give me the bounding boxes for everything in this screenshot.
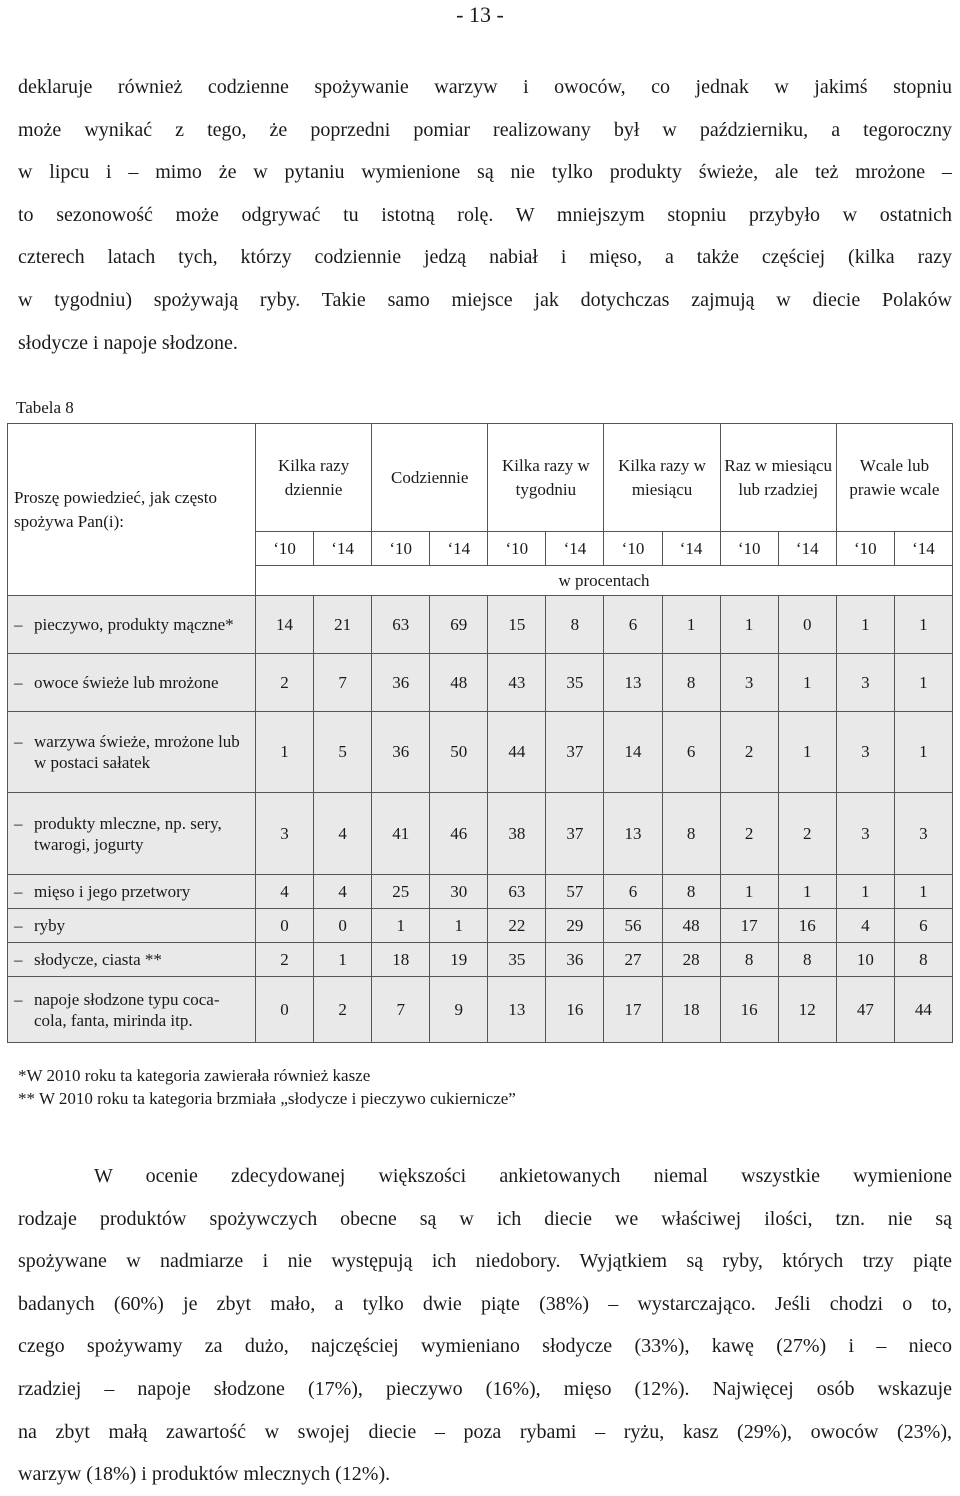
value-cell: 1	[894, 712, 952, 793]
value-cell: 38	[488, 793, 546, 875]
value-cell: 4	[314, 875, 372, 909]
value-cell: 18	[662, 977, 720, 1043]
row-label-cell	[8, 712, 256, 793]
row-label: słodycze, ciasta **	[34, 950, 162, 969]
value-cell: 63	[488, 875, 546, 909]
row-label: mięso i jego przetwory	[34, 882, 191, 901]
value-cell: 1	[894, 596, 952, 654]
paragraph-intro	[18, 66, 952, 364]
table-row	[8, 596, 953, 654]
value-cell: 13	[488, 977, 546, 1043]
footnote: *W 2010 roku ta kategoria zawierała również kasze	[18, 1066, 371, 1085]
value-cell: 3	[836, 712, 894, 793]
text-line: badanych (60%) je zbyt mało, a tylko dwie piąte (38%) – wystarczająco. Jeśli chodzi o to,	[18, 1292, 952, 1315]
row-label-cell	[8, 793, 256, 875]
text-line: W ocenie zdecydowanej większości ankietowanych niemal wszystkie wymienione	[94, 1165, 952, 1187]
row-label: owoce świeże lub mrożone	[34, 673, 219, 692]
year-header: ‘10	[836, 532, 894, 566]
text-line: czego spożywamy za dużo, najczęściej wymieniano słodycze (33%), kawę (27%) i – nieco	[18, 1335, 952, 1358]
dash-marker: –	[14, 732, 23, 751]
text-line: deklaruje również codzienne spożywanie warzyw i owoców, co jednak w jakimś stopniu	[18, 76, 952, 98]
value-cell: 69	[430, 596, 488, 654]
row-label-cell	[8, 875, 256, 909]
value-cell: 2	[314, 977, 372, 1043]
value-cell: 14	[256, 596, 314, 654]
value-cell: 35	[488, 943, 546, 977]
text-line: spożywane w nadmiarze i nie występują ich niedobory. Wyjątkiem są ryby, których trzy piąte	[18, 1250, 952, 1273]
row-label-cell	[8, 943, 256, 977]
value-cell: 47	[836, 977, 894, 1043]
value-cell: 44	[894, 977, 952, 1043]
year-header: ‘14	[546, 532, 604, 566]
value-cell: 1	[836, 596, 894, 654]
year-header: ‘14	[314, 532, 372, 566]
row-label: warzywa świeże, mrożone lub w postaci sałatek	[34, 732, 240, 772]
dash-marker: –	[14, 989, 23, 1009]
value-cell: 3	[256, 793, 314, 875]
table-row	[8, 943, 953, 977]
value-cell: 36	[546, 943, 604, 977]
value-cell: 6	[604, 875, 662, 909]
value-cell: 7	[314, 654, 372, 712]
value-cell: 2	[256, 654, 314, 712]
text-line: w lipcu i – mimo że w pytaniu wymienione są nie tylko produkty świeże, ale też mrożone –	[18, 161, 952, 184]
value-cell: 0	[256, 909, 314, 943]
value-cell: 1	[894, 875, 952, 909]
table-prompt: Proszę powiedzieć, jak często spożywa Pan(i):	[8, 424, 256, 596]
value-cell: 1	[372, 909, 430, 943]
value-cell: 36	[372, 712, 430, 793]
column-header: Codziennie	[372, 424, 488, 532]
text-line: w tygodniu) spożywają ryby. Takie samo miejsce jak dotychczas zajmują w diecie Polaków	[18, 288, 952, 311]
value-cell: 1	[430, 909, 488, 943]
value-cell: 9	[430, 977, 488, 1043]
value-cell: 50	[430, 712, 488, 793]
year-header: ‘10	[256, 532, 314, 566]
row-label-cell	[8, 909, 256, 943]
value-cell: 4	[836, 909, 894, 943]
value-cell: 14	[604, 712, 662, 793]
column-header: Raz w miesiącu lub rzadziej	[720, 424, 836, 532]
value-cell: 16	[778, 909, 836, 943]
year-header: ‘14	[430, 532, 488, 566]
value-cell: 8	[662, 875, 720, 909]
row-label-cell	[8, 596, 256, 654]
value-cell: 1	[778, 654, 836, 712]
year-header: ‘10	[720, 532, 778, 566]
value-cell: 48	[662, 909, 720, 943]
value-cell: 43	[488, 654, 546, 712]
year-header: ‘10	[372, 532, 430, 566]
dash-marker: –	[14, 813, 23, 833]
value-cell: 1	[778, 712, 836, 793]
value-cell: 56	[604, 909, 662, 943]
year-header: ‘10	[604, 532, 662, 566]
value-cell: 37	[546, 712, 604, 793]
value-cell: 1	[720, 596, 778, 654]
value-cell: 12	[778, 977, 836, 1043]
unit-label: w procentach	[256, 566, 953, 596]
dash-marker: –	[14, 882, 23, 901]
value-cell: 0	[256, 977, 314, 1043]
value-cell: 8	[546, 596, 604, 654]
value-cell: 29	[546, 909, 604, 943]
column-header: Kilka razy w tygodniu	[488, 424, 604, 532]
row-label-cell	[8, 977, 256, 1043]
text-line: może wynikać z tego, że poprzedni pomiar realizowany był w październiku, a tegoroczny	[18, 118, 952, 141]
value-cell: 1	[836, 875, 894, 909]
value-cell: 57	[546, 875, 604, 909]
text-line: to sezonowość może odgrywać tu istotną rolę. W mniejszym stopniu przybyło w ostatnich	[18, 203, 952, 226]
value-cell: 15	[488, 596, 546, 654]
table-row	[8, 712, 953, 793]
year-header: ‘14	[894, 532, 952, 566]
value-cell: 30	[430, 875, 488, 909]
table-row	[8, 977, 953, 1043]
year-header: ‘14	[778, 532, 836, 566]
value-cell: 3	[894, 793, 952, 875]
value-cell: 8	[720, 943, 778, 977]
value-cell: 2	[720, 712, 778, 793]
text-line: na zbyt małą zawartość w swojej diecie – poza rybami – ryżu, kasz (29%), owoców (23%),	[18, 1420, 952, 1443]
text-line: czterech latach tych, którzy codziennie jedzą nabiał i mięso, a także częściej (kilka razy	[18, 246, 952, 269]
value-cell: 25	[372, 875, 430, 909]
text-line: słodycze i napoje słodzone.	[18, 331, 238, 354]
value-cell: 1	[894, 654, 952, 712]
dash-marker: –	[14, 916, 23, 935]
value-cell: 16	[546, 977, 604, 1043]
dash-marker: –	[14, 615, 23, 634]
table-caption: Tabela 8	[16, 398, 74, 417]
row-label: napoje słodzone typu coca-cola, fanta, mirinda itp.	[34, 989, 220, 1030]
value-cell: 1	[662, 596, 720, 654]
value-cell: 1	[778, 875, 836, 909]
value-cell: 8	[662, 654, 720, 712]
value-cell: 0	[314, 909, 372, 943]
table-row	[8, 793, 953, 875]
value-cell: 37	[546, 793, 604, 875]
survey-table	[7, 423, 953, 1043]
value-cell: 18	[372, 943, 430, 977]
value-cell: 46	[430, 793, 488, 875]
value-cell: 4	[256, 875, 314, 909]
dash-marker: –	[14, 673, 23, 692]
value-cell: 8	[894, 943, 952, 977]
footnote: ** W 2010 roku ta kategoria brzmiała „słodycze i pieczywo cukiernicze”	[18, 1089, 516, 1108]
row-label: ryby	[34, 916, 66, 935]
value-cell: 2	[778, 793, 836, 875]
value-cell: 3	[836, 793, 894, 875]
value-cell: 41	[372, 793, 430, 875]
value-cell: 1	[256, 712, 314, 793]
value-cell: 22	[488, 909, 546, 943]
value-cell: 8	[778, 943, 836, 977]
text-line: rzadziej – napoje słodzone (17%), pieczywo (16%), mięso (12%). Najwięcej osób wskazuje	[18, 1377, 952, 1400]
table-row	[8, 875, 953, 909]
value-cell: 3	[720, 654, 778, 712]
value-cell: 6	[894, 909, 952, 943]
column-header: Kilka razy dziennie	[256, 424, 372, 532]
value-cell: 6	[662, 712, 720, 793]
table-row	[8, 909, 953, 943]
value-cell: 17	[720, 909, 778, 943]
row-label-cell	[8, 654, 256, 712]
year-header: ‘10	[488, 532, 546, 566]
value-cell: 28	[662, 943, 720, 977]
table-row	[8, 654, 953, 712]
value-cell: 63	[372, 596, 430, 654]
dash-marker: –	[14, 950, 23, 969]
value-cell: 13	[604, 793, 662, 875]
value-cell: 8	[662, 793, 720, 875]
value-cell: 2	[256, 943, 314, 977]
value-cell: 7	[372, 977, 430, 1043]
text-line: rodzaje produktów spożywczych obecne są w ich diecie we właściwej ilości, tzn. nie są	[18, 1207, 952, 1230]
value-cell: 44	[488, 712, 546, 793]
value-cell: 16	[720, 977, 778, 1043]
text-line: warzyw (18%) i produktów mlecznych (12%).	[18, 1463, 391, 1486]
column-header: Kilka razy w miesiącu	[604, 424, 720, 532]
value-cell: 13	[604, 654, 662, 712]
year-header: ‘14	[662, 532, 720, 566]
value-cell: 36	[372, 654, 430, 712]
value-cell: 10	[836, 943, 894, 977]
row-label: pieczywo, produkty mączne*	[34, 615, 234, 634]
value-cell: 35	[546, 654, 604, 712]
value-cell: 17	[604, 977, 662, 1043]
page-number: - 13 -	[456, 2, 504, 27]
row-label: produkty mleczne, np. sery, twarogi, jogurty	[34, 813, 222, 854]
value-cell: 0	[778, 596, 836, 654]
value-cell: 2	[720, 793, 778, 875]
paragraph-summary	[18, 1155, 952, 1496]
value-cell: 19	[430, 943, 488, 977]
value-cell: 3	[836, 654, 894, 712]
value-cell: 6	[604, 596, 662, 654]
value-cell: 1	[720, 875, 778, 909]
value-cell: 1	[314, 943, 372, 977]
value-cell: 21	[314, 596, 372, 654]
value-cell: 27	[604, 943, 662, 977]
value-cell: 5	[314, 712, 372, 793]
value-cell: 4	[314, 793, 372, 875]
column-header: Wcale lub prawie wcale	[836, 424, 952, 532]
value-cell: 48	[430, 654, 488, 712]
